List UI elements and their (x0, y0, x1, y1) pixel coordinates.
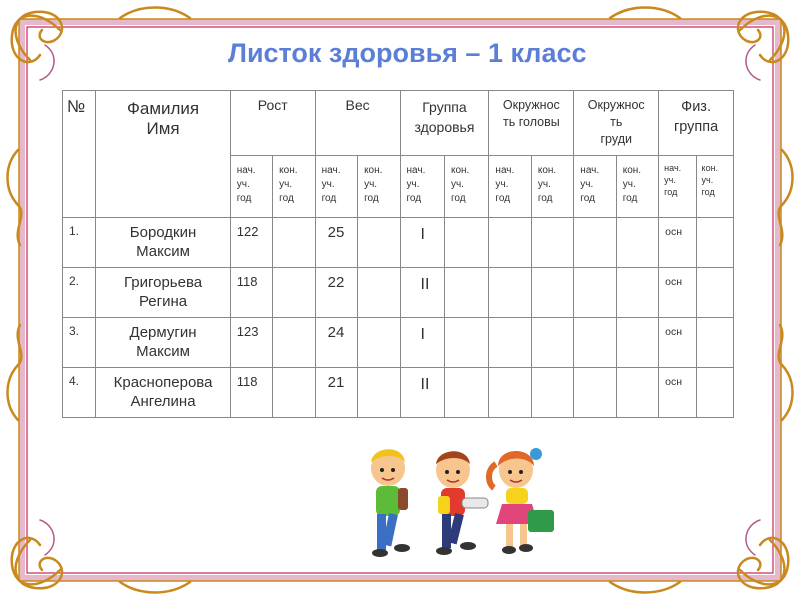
sub-line: год (701, 187, 715, 197)
health-group-end (444, 368, 488, 418)
header-phys-line2: группа (673, 119, 719, 135)
height-end (273, 318, 315, 368)
table-row (63, 368, 734, 418)
weight-end (358, 368, 400, 418)
header-name-line2: Имя (146, 119, 180, 138)
head-end (531, 318, 573, 368)
health-group-end (444, 218, 488, 268)
table-row (63, 218, 734, 268)
weight-end (358, 218, 400, 268)
subheader-end (358, 156, 400, 218)
chest-end (616, 218, 658, 268)
first-name: Регина (138, 293, 188, 310)
table-row (63, 318, 734, 368)
subheader-start (230, 156, 272, 218)
height-start: 123 (230, 318, 272, 368)
header-phys-line1: Физ. (681, 99, 711, 115)
sub-line: кон. (622, 165, 642, 176)
chest-start (574, 268, 616, 318)
subheader-start (574, 156, 616, 218)
header-head-circumference (489, 91, 574, 156)
header-weight: Вес (315, 91, 400, 156)
first-name: Максим (136, 343, 190, 360)
health-group-start: II (400, 268, 444, 318)
height-start: 118 (230, 268, 272, 318)
sub-line: год (236, 193, 252, 204)
health-group-start: I (400, 218, 444, 268)
subheader-start (315, 156, 357, 218)
sub-line: кон. (450, 165, 470, 176)
child-2 (436, 451, 488, 555)
sub-line: уч. (664, 175, 676, 185)
height-end (273, 368, 315, 418)
header-health-group-line2: здоровья (414, 119, 475, 135)
header-chest-line3: груди (600, 132, 632, 146)
head-end (531, 368, 573, 418)
header-chest-line2: ть (610, 115, 623, 129)
head-start (489, 268, 531, 318)
subheader-end (273, 156, 315, 218)
head-start (489, 318, 531, 368)
health-table (62, 90, 734, 418)
first-name: Ангелина (130, 393, 196, 410)
height-start: 118 (230, 368, 272, 418)
last-name: Дермугин (129, 324, 197, 341)
sub-line: год (495, 193, 511, 204)
header-name-line1: Фамилия (126, 99, 200, 118)
subheader-end (696, 156, 733, 218)
child-1 (371, 449, 410, 557)
head-end (531, 218, 573, 268)
table-row (63, 268, 734, 318)
sub-line: нач. (406, 165, 426, 176)
height-start: 122 (230, 218, 272, 268)
head-end (531, 268, 573, 318)
subheader-start (400, 156, 444, 218)
sub-line: год (321, 193, 337, 204)
health-group-end (444, 318, 488, 368)
sub-line: год (664, 187, 678, 197)
header-head-line2: ть головы (503, 115, 560, 129)
chest-start (574, 218, 616, 268)
subheader-start (489, 156, 531, 218)
phys-group-end (696, 268, 733, 318)
student-name (96, 268, 230, 318)
chest-start (574, 368, 616, 418)
sub-line: нач. (664, 163, 682, 173)
health-group-start: I (400, 318, 444, 368)
last-name: Григорьева (123, 274, 203, 291)
sub-line: уч. (622, 179, 636, 190)
header-height: Рост (230, 91, 315, 156)
sub-line: уч. (279, 179, 293, 190)
row-number: 2. (63, 268, 96, 318)
phys-group-end (696, 368, 733, 418)
subheader-start (659, 156, 696, 218)
sub-line: уч. (364, 179, 378, 190)
sub-line: год (622, 193, 638, 204)
header-health-group-line1: Группа (422, 99, 467, 115)
chest-end (616, 368, 658, 418)
sub-line: уч. (450, 179, 464, 190)
health-group-start: II (400, 368, 444, 418)
sub-line: год (537, 193, 553, 204)
height-end (273, 218, 315, 268)
sub-line: уч. (236, 179, 250, 190)
chest-end (616, 268, 658, 318)
row-number: 3. (63, 318, 96, 368)
chest-end (616, 318, 658, 368)
child-3 (489, 448, 554, 554)
last-name: Бородкин (129, 224, 197, 241)
row-number: 4. (63, 368, 96, 418)
phys-group-start: осн (659, 268, 696, 318)
head-start (489, 368, 531, 418)
weight-start: 21 (315, 368, 357, 418)
phys-group-start: осн (659, 318, 696, 368)
subheader-end (444, 156, 488, 218)
weight-start: 25 (315, 218, 357, 268)
sub-line: кон. (364, 165, 383, 176)
header-chest-circumference (574, 91, 659, 156)
student-name (96, 368, 230, 418)
sub-line: кон. (701, 163, 719, 173)
page-title: Листок здоровья – 1 класс (228, 38, 587, 68)
phys-group-end (696, 218, 733, 268)
weight-start: 22 (315, 268, 357, 318)
header-phys-group (659, 91, 734, 156)
weight-end (358, 268, 400, 318)
sub-line: нач. (321, 165, 341, 176)
sub-line: кон. (537, 165, 557, 176)
student-name (96, 218, 230, 268)
row-number: 1. (63, 218, 96, 268)
weight-end (358, 318, 400, 368)
sub-line: нач. (236, 165, 256, 176)
sub-line: год (450, 193, 466, 204)
header-number: № (63, 91, 96, 218)
sub-line: уч. (537, 179, 551, 190)
sub-line: уч. (701, 175, 714, 185)
header-health-group (400, 91, 489, 156)
phys-group-start: осн (659, 218, 696, 268)
health-group-end (444, 268, 488, 318)
header-chest-line1: Окружнос (587, 98, 645, 112)
header-row (63, 91, 734, 156)
last-name: Красноперова (113, 374, 213, 391)
head-start (489, 218, 531, 268)
sub-line: год (279, 193, 294, 204)
sub-line: нач. (580, 165, 600, 176)
sub-line: нач. (495, 165, 515, 176)
subheader-end (531, 156, 573, 218)
sub-line: уч. (321, 179, 335, 190)
height-end (273, 268, 315, 318)
sub-line: уч. (406, 179, 420, 190)
header-head-line1: Окружнос (502, 98, 560, 112)
phys-group-end (696, 318, 733, 368)
children-illustration (358, 440, 568, 570)
sub-line: год (580, 193, 595, 204)
first-name: Максим (136, 243, 190, 260)
phys-group-start: осн (659, 368, 696, 418)
student-name (96, 318, 230, 368)
weight-start: 24 (315, 318, 357, 368)
sub-line: год (364, 193, 379, 204)
chest-start (574, 318, 616, 368)
sub-line: кон. (279, 165, 298, 176)
sub-line: уч. (495, 179, 509, 190)
subheader-end (616, 156, 658, 218)
sub-line: год (406, 193, 422, 204)
sub-line: уч. (580, 179, 594, 190)
header-name (96, 91, 230, 218)
